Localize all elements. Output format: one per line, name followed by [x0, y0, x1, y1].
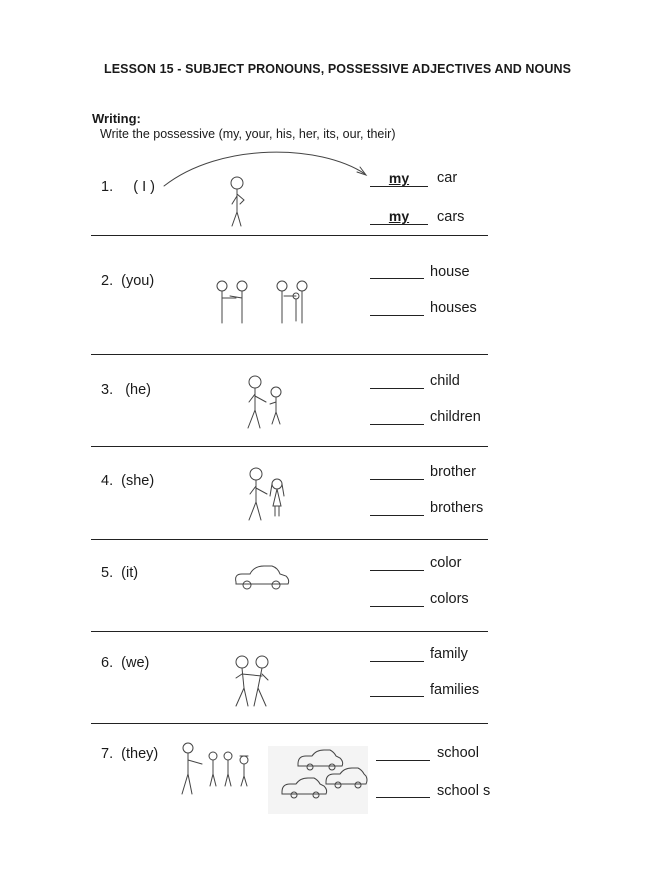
noun-singular: school: [437, 745, 479, 761]
page-title: LESSON 15 - SUBJECT PRONOUNS, POSSESSIVE ADJECTIVES AND NOUNS: [104, 62, 572, 76]
exercise-5-label: [101, 565, 138, 581]
noun-singular: child: [430, 373, 460, 389]
answer-blank[interactable]: [370, 681, 424, 697]
divider: [91, 723, 488, 724]
answer-blank[interactable]: [370, 555, 424, 571]
noun-singular: car: [437, 170, 458, 186]
divider: [91, 354, 488, 355]
car-icon: [232, 562, 294, 592]
exercise-2-label: [101, 273, 154, 289]
answer-blank[interactable]: [376, 782, 430, 798]
answer-blank[interactable]: [376, 745, 430, 761]
divider: [91, 446, 488, 447]
exercise-pronoun: ( I ): [133, 179, 155, 195]
noun-plural: houses: [430, 300, 477, 316]
answer-blank[interactable]: my: [370, 170, 428, 187]
noun-plural: colors: [430, 591, 469, 607]
noun-plural: cars: [437, 209, 465, 225]
exercise-pronoun: (we): [121, 655, 150, 671]
cars-icon: [268, 746, 368, 814]
noun-singular: house: [430, 264, 470, 280]
exercise-number: 3.: [101, 382, 114, 398]
divider: [91, 235, 488, 236]
man-and-child-icon: [240, 372, 290, 430]
noun-plural: school s: [437, 783, 491, 799]
exercise-number: 4.: [101, 473, 114, 489]
exercise-6-label: [101, 655, 149, 671]
exercise-number: 2.: [101, 273, 114, 289]
divider: [91, 539, 488, 540]
exercise-1-label: [101, 179, 155, 195]
answer-blank[interactable]: [370, 464, 424, 480]
exercise-pronoun: (it): [121, 565, 139, 581]
exercise-number: 1.: [101, 179, 114, 195]
exercise-7-label: [101, 746, 158, 762]
noun-plural: children: [430, 409, 481, 425]
noun-plural: brothers: [430, 500, 484, 516]
answer-blank[interactable]: my: [370, 208, 428, 225]
cars-picture: [268, 746, 368, 814]
exercise-pronoun: (she): [121, 473, 155, 489]
section-label: Writing:: [92, 111, 141, 126]
exercise-4-label: [101, 473, 154, 489]
exercise-pronoun: (he): [125, 382, 151, 398]
exercise-3-label: [101, 382, 151, 398]
answer-blank[interactable]: [370, 373, 424, 389]
noun-singular: color: [430, 555, 462, 571]
answer-blank[interactable]: [370, 591, 424, 607]
answer-blank[interactable]: [370, 646, 424, 662]
divider: [91, 631, 488, 632]
two-people-icon: [226, 652, 278, 708]
answer-blank[interactable]: [370, 263, 424, 279]
woman-and-boy-icon: [240, 464, 290, 522]
answer-blank[interactable]: [370, 500, 424, 516]
arrow-icon: [160, 150, 380, 190]
exercise-pronoun: (you): [121, 273, 155, 289]
answer-blank[interactable]: [370, 300, 424, 316]
exercise-number: 7.: [101, 746, 114, 762]
stick-figure-icon: [224, 172, 254, 230]
group-of-people-icon: [176, 740, 256, 796]
exercise-number: 6.: [101, 655, 114, 671]
people-pointing-icon: [212, 276, 322, 328]
noun-singular: brother: [430, 464, 476, 480]
instruction-text: Write the possessive (my, your, his, her, its, our, their): [100, 127, 396, 141]
exercise-number: 5.: [101, 565, 114, 581]
noun-singular: family: [430, 646, 468, 662]
noun-plural: families: [430, 682, 480, 698]
exercise-pronoun: (they): [121, 746, 159, 762]
answer-blank[interactable]: [370, 409, 424, 425]
